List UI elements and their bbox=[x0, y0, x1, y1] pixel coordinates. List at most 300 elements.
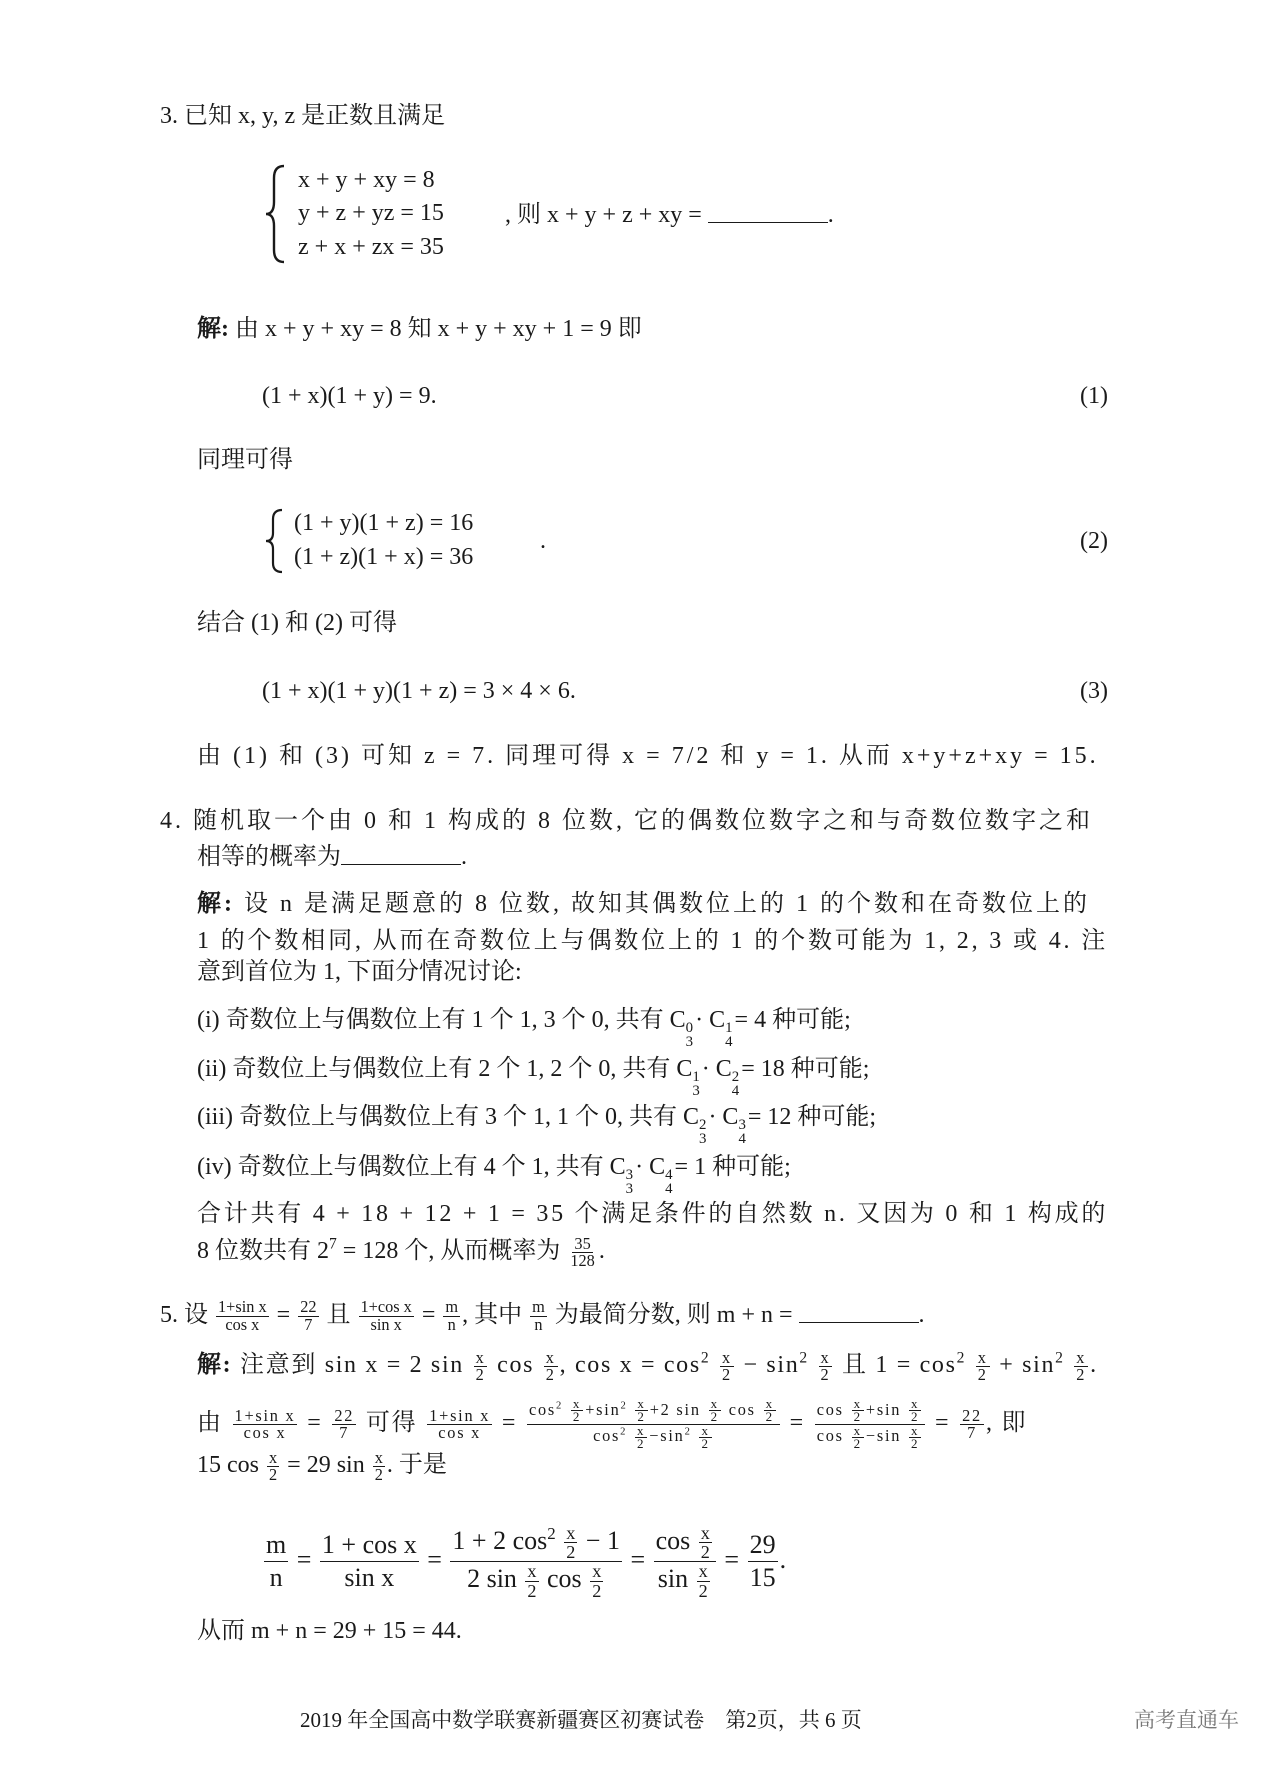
denominator bbox=[699, 1438, 711, 1450]
text-run: cos bbox=[722, 1399, 762, 1419]
fraction bbox=[474, 1350, 488, 1384]
text-run: 2 bbox=[911, 1436, 920, 1452]
document-line bbox=[197, 840, 467, 872]
document-line bbox=[197, 608, 397, 638]
superscript: 2 bbox=[731, 1069, 740, 1086]
fraction bbox=[373, 1450, 385, 1484]
fraction bbox=[359, 1299, 414, 1333]
text-run: x bbox=[765, 1396, 774, 1411]
text-run: cos bbox=[528, 1399, 557, 1419]
text-run: (1 + x)(1 + y) = 9. bbox=[262, 383, 437, 409]
text-run: y + z + yz = 15 bbox=[298, 200, 444, 226]
combination-indices bbox=[738, 1118, 745, 1146]
numerator bbox=[748, 1529, 778, 1563]
denominator bbox=[373, 1467, 385, 1483]
document-line bbox=[197, 1350, 1098, 1384]
math-group bbox=[197, 1007, 851, 1051]
fraction bbox=[233, 1405, 298, 1442]
document-line bbox=[197, 1236, 605, 1270]
superscript: 1 bbox=[692, 1069, 700, 1086]
answer-blank bbox=[708, 198, 828, 223]
text-run: 3. 已知 x, y, z 是正数且满足 bbox=[160, 103, 446, 129]
text-run: 7 bbox=[304, 1314, 313, 1334]
text-run: 22 bbox=[962, 1405, 982, 1425]
fraction bbox=[764, 1398, 776, 1424]
math-group bbox=[197, 1396, 1028, 1452]
fraction bbox=[720, 1350, 734, 1384]
text-run: x bbox=[527, 1561, 537, 1582]
text-run: x bbox=[911, 1422, 920, 1438]
superscript: 2 bbox=[547, 1523, 556, 1543]
text-run: x bbox=[698, 1561, 708, 1582]
fraction bbox=[699, 1422, 711, 1452]
math-group bbox=[505, 202, 834, 228]
fraction bbox=[568, 1236, 596, 1270]
text-run: 2 bbox=[545, 1365, 556, 1385]
solution-label: 解: bbox=[197, 316, 229, 342]
text-run: 22 bbox=[334, 1405, 355, 1425]
fraction bbox=[748, 1529, 778, 1595]
text-run: = bbox=[270, 1301, 297, 1328]
text-run: 同理可得 bbox=[197, 447, 293, 473]
denominator bbox=[697, 1582, 710, 1600]
text-run: 2 bbox=[637, 1409, 646, 1425]
denominator bbox=[242, 1422, 289, 1442]
display-equation bbox=[262, 1524, 786, 1600]
solution-label: 解: bbox=[197, 1352, 233, 1379]
text-run: 22 bbox=[300, 1297, 317, 1317]
text-run: = bbox=[781, 1409, 813, 1436]
subscript: 4 bbox=[725, 1034, 733, 1051]
math-group bbox=[197, 1104, 877, 1148]
subscript: 3 bbox=[692, 1083, 700, 1100]
fraction bbox=[819, 1350, 833, 1384]
text-run: · C bbox=[695, 1007, 726, 1033]
text-run: = bbox=[717, 1544, 746, 1574]
text-run: 2 bbox=[820, 1365, 831, 1385]
math-group bbox=[197, 1448, 447, 1485]
text-run: sin bbox=[657, 1564, 695, 1594]
solution-label: 解: bbox=[197, 891, 235, 917]
fraction bbox=[571, 1398, 583, 1424]
denominator bbox=[474, 1367, 488, 1383]
text-run: = bbox=[420, 1544, 449, 1574]
fraction bbox=[450, 1524, 622, 1600]
combination-indices bbox=[692, 1070, 699, 1098]
numerator bbox=[654, 1524, 716, 1562]
system-period: . bbox=[540, 528, 546, 554]
superscript: 7 bbox=[329, 1235, 337, 1253]
combination-indices bbox=[665, 1168, 672, 1196]
text-run: cos x bbox=[438, 1422, 482, 1442]
text-run: 1+cos x bbox=[360, 1297, 412, 1317]
fraction bbox=[527, 1398, 780, 1451]
superscript: 3 bbox=[625, 1167, 634, 1184]
fraction bbox=[427, 1405, 492, 1442]
math-group bbox=[262, 1523, 787, 1601]
text-run: +2 sin bbox=[649, 1399, 707, 1419]
text-run: x bbox=[820, 1348, 831, 1367]
watermark: 高考直通车 bbox=[1134, 1708, 1239, 1732]
math-group bbox=[197, 316, 642, 342]
text-run: 2 bbox=[374, 1465, 383, 1485]
denominator bbox=[337, 1422, 351, 1442]
text-run: 8 位数共有 2 bbox=[197, 1238, 329, 1265]
fraction bbox=[852, 1422, 864, 1452]
document-line bbox=[197, 445, 293, 475]
denominator bbox=[369, 1314, 404, 1334]
text-run: (iii) 奇数位上与偶数位上有 3 个 1, 1 个 0, 共有 C bbox=[197, 1104, 699, 1130]
denominator bbox=[465, 1562, 607, 1599]
math-group bbox=[655, 1523, 714, 1563]
text-run: x bbox=[269, 1448, 278, 1467]
text-run: . bbox=[461, 843, 467, 870]
superscript: 3 bbox=[738, 1117, 746, 1134]
combination-indices bbox=[626, 1168, 633, 1196]
denominator bbox=[709, 1411, 721, 1423]
document-line bbox=[197, 314, 642, 344]
text-run: , 其中 bbox=[462, 1301, 529, 1328]
text-run: z + x + zx = 35 bbox=[298, 234, 444, 260]
fraction bbox=[815, 1398, 926, 1451]
numerator bbox=[697, 1562, 710, 1581]
math-group bbox=[528, 1396, 778, 1425]
text-run: x bbox=[700, 1523, 710, 1543]
text-run: cos bbox=[816, 1426, 850, 1446]
denominator bbox=[976, 1367, 990, 1383]
text-run: 2 bbox=[722, 1365, 732, 1385]
text-run: 5. 设 bbox=[160, 1301, 214, 1328]
document-line bbox=[262, 381, 437, 411]
text-run: 可得 bbox=[358, 1409, 426, 1436]
superscript: 2 bbox=[620, 1427, 628, 1439]
math-group bbox=[657, 1561, 712, 1601]
math-group bbox=[816, 1422, 924, 1452]
denominator bbox=[571, 1411, 583, 1423]
document-line bbox=[294, 542, 473, 572]
fraction bbox=[332, 1405, 356, 1442]
text-run: (1 + y)(1 + z) = 16 bbox=[294, 510, 474, 536]
text-run: . bbox=[779, 1544, 787, 1574]
text-run: 35 bbox=[574, 1234, 591, 1253]
denominator bbox=[965, 1422, 979, 1442]
text-run: 2 bbox=[853, 1436, 862, 1452]
page-footer: 2019 年全国高中数学联赛新疆赛区初赛试卷 第2页，共 6 页 bbox=[300, 1708, 862, 1732]
text-run: x bbox=[374, 1448, 383, 1467]
document-line bbox=[197, 1616, 462, 1646]
subscript: 4 bbox=[738, 1131, 746, 1148]
text-run: . bbox=[918, 1301, 925, 1328]
math-group bbox=[452, 1523, 620, 1563]
text-run: x bbox=[853, 1422, 862, 1438]
superscript: 2 bbox=[799, 1349, 809, 1367]
text-run: (iv) 奇数位上与偶数位上有 4 个 1, 共有 C bbox=[197, 1154, 626, 1180]
text-run: = 29 sin bbox=[281, 1452, 371, 1479]
text-run: m bbox=[532, 1297, 545, 1317]
text-run: cos x bbox=[243, 1422, 287, 1442]
text-run: +sin bbox=[865, 1399, 907, 1419]
fraction bbox=[699, 1524, 712, 1561]
text-run: cos bbox=[489, 1352, 542, 1379]
text-run: = 128 个, 从而概率为 bbox=[336, 1238, 567, 1265]
document-line bbox=[197, 1199, 1108, 1229]
system-brace-2 bbox=[264, 508, 286, 574]
text-run bbox=[809, 1352, 817, 1378]
fraction bbox=[960, 1405, 984, 1442]
superscript: 4 bbox=[665, 1167, 673, 1184]
text-run: 1+sin x bbox=[234, 1405, 296, 1425]
text-run: − 1 bbox=[579, 1525, 620, 1555]
denominator bbox=[568, 1253, 596, 1269]
document-line bbox=[294, 508, 473, 538]
math-group bbox=[197, 1234, 605, 1271]
fraction bbox=[909, 1398, 921, 1424]
text-run: . 于是 bbox=[386, 1452, 447, 1479]
text-run: 由 x + y + xy = 8 知 x + y + xy + 1 = 9 即 bbox=[229, 316, 642, 342]
numerator bbox=[564, 1524, 577, 1543]
text-run: n bbox=[534, 1314, 543, 1334]
text-run: 128 bbox=[570, 1251, 595, 1271]
denominator bbox=[764, 1411, 776, 1423]
fraction bbox=[525, 1562, 538, 1599]
fraction bbox=[852, 1398, 864, 1424]
answer-blank bbox=[341, 840, 461, 865]
subscript: 3 bbox=[699, 1131, 707, 1148]
document-line bbox=[262, 676, 576, 706]
text-run: 2 bbox=[572, 1409, 582, 1425]
text-run bbox=[627, 1426, 633, 1445]
fraction bbox=[1074, 1350, 1088, 1384]
combination-indices bbox=[699, 1118, 706, 1146]
text-run: cos bbox=[816, 1399, 850, 1419]
fraction bbox=[654, 1524, 716, 1600]
equation-number-2: (2) bbox=[1080, 528, 1108, 554]
denominator bbox=[720, 1367, 734, 1383]
text-run: 15 cos bbox=[197, 1452, 265, 1479]
text-run: cos bbox=[540, 1564, 589, 1594]
text-run: · C bbox=[701, 1056, 732, 1082]
denominator bbox=[446, 1314, 458, 1334]
fraction bbox=[909, 1422, 921, 1452]
text-run: 2 sin bbox=[467, 1564, 524, 1594]
text-run bbox=[563, 1400, 569, 1419]
numerator bbox=[815, 1398, 926, 1425]
numerator bbox=[527, 1398, 780, 1425]
text-run: cos bbox=[593, 1426, 621, 1446]
numerator bbox=[264, 1529, 288, 1563]
text-run: 15 bbox=[749, 1563, 776, 1593]
text-run: cos bbox=[655, 1525, 697, 1555]
text-run: , cos x = cos bbox=[559, 1352, 701, 1379]
text-run: 合计共有 4 + 18 + 12 + 1 = 35 个满足条件的自然数 n. 又因为 0 和 1 构成的 bbox=[197, 1201, 1109, 1227]
superscript: 2 bbox=[556, 1400, 564, 1412]
fraction bbox=[320, 1529, 419, 1595]
text-run bbox=[628, 1400, 634, 1419]
superscript: 2 bbox=[699, 1117, 707, 1134]
text-run: x bbox=[592, 1561, 602, 1582]
text-run: −sin bbox=[649, 1426, 685, 1446]
text-run: 相等的概率为 bbox=[197, 843, 341, 870]
subscript: 4 bbox=[665, 1181, 673, 1198]
text-run: 从而 m + n = 29 + 15 = 44. bbox=[197, 1618, 462, 1644]
combination-indices bbox=[686, 1021, 693, 1049]
text-run: + sin bbox=[991, 1352, 1056, 1379]
text-run: x bbox=[566, 1523, 576, 1543]
math-group bbox=[197, 1348, 1098, 1385]
text-run: 1+sin x bbox=[218, 1297, 267, 1317]
text-run: sin x bbox=[344, 1563, 395, 1593]
denominator bbox=[656, 1562, 714, 1599]
text-run: 2 bbox=[765, 1409, 774, 1425]
denominator bbox=[268, 1562, 285, 1595]
text-run: · C bbox=[635, 1154, 666, 1180]
text-run: 7 bbox=[339, 1422, 350, 1442]
denominator bbox=[1074, 1367, 1088, 1383]
document-line bbox=[197, 1398, 1027, 1451]
text-run: 1 + cos x bbox=[321, 1529, 417, 1559]
denominator bbox=[909, 1438, 921, 1450]
text-run: . bbox=[827, 201, 834, 228]
text-run: = bbox=[623, 1544, 652, 1574]
superscript: 2 bbox=[1055, 1349, 1065, 1367]
text-run: 2 bbox=[977, 1365, 988, 1385]
text-run: 2 bbox=[475, 1365, 486, 1385]
fraction bbox=[635, 1422, 647, 1452]
numerator bbox=[525, 1562, 538, 1581]
denominator bbox=[852, 1438, 864, 1450]
denominator bbox=[436, 1422, 483, 1442]
text-run: 2 bbox=[1076, 1365, 1087, 1385]
denominator bbox=[302, 1314, 314, 1334]
document-line bbox=[298, 198, 444, 228]
denominator bbox=[544, 1367, 558, 1383]
document-line bbox=[197, 926, 1108, 956]
math-group bbox=[197, 1056, 870, 1100]
text-run: cos x bbox=[225, 1314, 260, 1334]
text-run: (i) 奇数位上与偶数位上有 1 个 1, 3 个 0, 共有 C bbox=[197, 1007, 686, 1033]
text-run: 2 bbox=[566, 1542, 576, 1563]
document-line bbox=[298, 165, 435, 195]
text-run: x bbox=[637, 1396, 646, 1411]
problem-3-statement bbox=[160, 101, 445, 131]
text-run: x bbox=[545, 1348, 556, 1367]
text-run: 1 + 2 cos bbox=[452, 1525, 548, 1555]
denominator bbox=[342, 1562, 396, 1595]
text-run: = bbox=[415, 1301, 442, 1328]
text-run: 4. 随机取一个由 0 和 1 构成的 8 位数, 它的偶数位数字之和与奇数位数字之和 bbox=[160, 808, 1093, 834]
math-group bbox=[197, 891, 1090, 917]
math-group bbox=[160, 1297, 925, 1334]
denominator bbox=[699, 1543, 712, 1561]
math-group bbox=[197, 844, 467, 870]
problem-4-statement bbox=[160, 806, 1093, 836]
subscript: 4 bbox=[731, 1083, 740, 1100]
text-run: 由 bbox=[197, 1409, 231, 1436]
fraction bbox=[298, 1299, 318, 1333]
text-run: +sin bbox=[585, 1399, 621, 1419]
denominator bbox=[748, 1562, 778, 1595]
document-line bbox=[197, 741, 1099, 771]
fraction bbox=[590, 1562, 603, 1599]
fraction bbox=[544, 1350, 558, 1384]
text-run: 且 bbox=[320, 1301, 357, 1328]
text-run: 2 bbox=[710, 1409, 719, 1425]
subscript: 3 bbox=[625, 1181, 634, 1198]
text-run: 2 bbox=[853, 1409, 862, 1425]
text-run: 2 bbox=[269, 1465, 278, 1485]
fraction bbox=[264, 1529, 288, 1595]
numerator bbox=[450, 1524, 622, 1562]
text-run: x bbox=[722, 1348, 732, 1367]
text-run: 2 bbox=[911, 1409, 920, 1425]
system-brace-1 bbox=[264, 164, 288, 264]
fraction bbox=[697, 1562, 710, 1599]
text-run: = 1 种可能; bbox=[674, 1154, 791, 1180]
text-run: 为最简分数, 则 m + n = bbox=[548, 1301, 799, 1328]
text-run bbox=[1065, 1352, 1073, 1378]
superscript: 2 bbox=[700, 1349, 711, 1367]
text-run: 且 1 = cos bbox=[834, 1352, 957, 1379]
text-run: = 4 种可能; bbox=[734, 1007, 851, 1033]
text-run: x bbox=[853, 1396, 862, 1411]
document-line bbox=[197, 1102, 876, 1146]
text-run: 2 bbox=[701, 1436, 710, 1452]
superscript: 2 bbox=[620, 1400, 628, 1412]
text-run: = bbox=[927, 1409, 959, 1436]
text-run: = bbox=[494, 1409, 525, 1436]
superscript: 2 bbox=[956, 1349, 967, 1367]
text-run: n bbox=[269, 1563, 283, 1593]
text-run: m bbox=[266, 1529, 287, 1559]
text-run: −sin bbox=[865, 1426, 907, 1446]
text-run: − sin bbox=[735, 1352, 800, 1379]
text-run: n bbox=[447, 1314, 456, 1334]
text-run: 意到首位为 1, 下面分情况讨论: bbox=[197, 959, 522, 985]
fraction bbox=[635, 1398, 647, 1424]
text-run bbox=[966, 1352, 974, 1378]
text-run: . bbox=[1090, 1352, 1098, 1379]
text-run: 2 bbox=[527, 1580, 537, 1601]
text-run: (ii) 奇数位上与偶数位上有 2 个 1, 2 个 0, 共有 C bbox=[197, 1056, 693, 1082]
superscript: 2 bbox=[684, 1427, 692, 1439]
text-run: sin x bbox=[370, 1314, 402, 1334]
text-run: , 即 bbox=[985, 1409, 1028, 1436]
denominator bbox=[525, 1582, 538, 1600]
superscript: 0 bbox=[685, 1020, 694, 1037]
combination-indices bbox=[725, 1021, 732, 1049]
document-line bbox=[197, 889, 1090, 919]
denominator bbox=[635, 1438, 647, 1450]
text-run: 设 n 是满足题意的 8 位数, 故知其偶数位上的 1 的个数和在奇数位上的 bbox=[235, 891, 1090, 917]
text-run: (1 + x)(1 + y)(1 + z) = 3 × 4 × 6. bbox=[262, 678, 576, 704]
text-run: 由 (1) 和 (3) 可知 z = 7. 同理可得 x = 7/2 和 y = 1. 从而 x+y+z+xy = 15. bbox=[197, 743, 1099, 769]
numerator bbox=[699, 1524, 712, 1543]
text-run: = bbox=[299, 1409, 331, 1436]
fraction bbox=[564, 1524, 577, 1561]
fraction bbox=[976, 1350, 990, 1384]
text-run: x bbox=[710, 1396, 719, 1411]
math-group bbox=[593, 1422, 714, 1452]
numerator bbox=[590, 1562, 603, 1581]
math-group bbox=[467, 1561, 605, 1601]
text-run: x bbox=[637, 1422, 646, 1438]
denominator bbox=[564, 1543, 577, 1561]
text-run: (1 + z)(1 + x) = 36 bbox=[294, 544, 474, 570]
fraction bbox=[530, 1299, 547, 1333]
text-run: 2 bbox=[637, 1436, 646, 1452]
problem-5-statement bbox=[160, 1298, 925, 1333]
text-run: = 18 种可能; bbox=[741, 1056, 870, 1082]
